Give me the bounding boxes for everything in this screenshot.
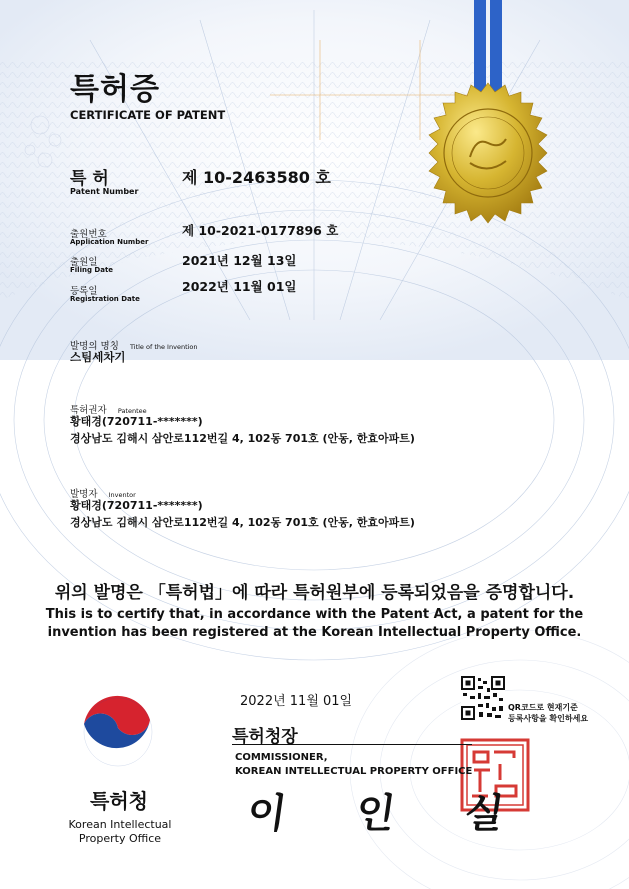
ribbon-right [490, 0, 502, 100]
office-name-en-2: Property Office [78, 832, 162, 845]
patent-number-value: 제 10-2463580 호 [182, 168, 331, 187]
commissioner-divider [232, 744, 472, 745]
inventor-address: 경상남도 김해시 삼안로112번길 4, 102동 701호 (안동, 한효아파트) [70, 516, 415, 529]
patentee-label: 특허권자 [70, 405, 107, 416]
commissioner-title-en-2: KOREAN INTELLECTUAL PROPERTY OFFICE [235, 766, 473, 777]
registration-date-label: 등록일 [70, 286, 98, 297]
patent-number-label: 특 허 [70, 169, 109, 189]
application-number-label-en: Application Number [70, 238, 149, 246]
inventor-label-en: Inventor [108, 491, 136, 499]
patentee-address: 경상남도 김해시 삼안로112번길 4, 102동 701호 (안동, 한효아파트) [70, 432, 415, 445]
filing-date-value: 2021년 12월 13일 [182, 253, 297, 268]
invention-title-label-en: Title of the Invention [130, 343, 198, 351]
patent-number-label-en: Patent Number [70, 187, 139, 196]
issue-date: 2022년 11월 01일 [240, 694, 353, 709]
invention-title-value: 스팀세차기 [70, 350, 126, 364]
office-name-ko: 특허청 [90, 789, 148, 813]
gold-seal-icon [429, 83, 547, 223]
certification-statement-en-2: invention has been registered at the Korean Intellectual Property Office. [47, 625, 582, 640]
qr-note-line1: QR코드로 현재기준 [508, 703, 578, 712]
commissioner-signature: 이 인 실 [244, 790, 535, 837]
registration-date-label-en: Registration Date [70, 295, 140, 303]
certification-statement-ko: 위의 발명은 「특허법」에 따라 특허원부에 등록되었음을 증명합니다. [54, 583, 575, 603]
patentee-label-en: Patentee [117, 407, 147, 415]
application-number-label: 출원번호 [70, 229, 107, 240]
filing-date-label: 출원일 [70, 257, 98, 268]
registration-date-value: 2022년 11월 01일 [182, 279, 297, 294]
kipo-logo-icon [82, 696, 154, 768]
office-name-en-1: Korean Intellectual [68, 818, 172, 831]
ribbon-left [474, 0, 486, 100]
certification-statement-en-1: This is to certify that, in accordance with the Patent Act, a patent for the [45, 607, 584, 622]
certificate-title: 특허증 [70, 72, 160, 107]
application-number-value: 제 10-2021-0177896 호 [182, 223, 339, 238]
invention-title-label: 발명의 명칭 [70, 341, 119, 352]
commissioner-title: 특허청장 [232, 727, 298, 747]
inventor-name: 황태경(720711-*******) [70, 499, 203, 512]
commissioner-title-en-1: COMMISSIONER, [235, 752, 328, 763]
inventor-label: 발명자 [70, 489, 98, 500]
certificate-subtitle: CERTIFICATE OF PATENT [70, 108, 226, 122]
qr-code-icon [461, 676, 505, 720]
qr-note-line2: 등록사항을 확인하세요 [508, 714, 589, 723]
filing-date-label-en: Filing Date [70, 266, 114, 274]
patentee-name: 황태경(720711-*******) [70, 415, 203, 428]
